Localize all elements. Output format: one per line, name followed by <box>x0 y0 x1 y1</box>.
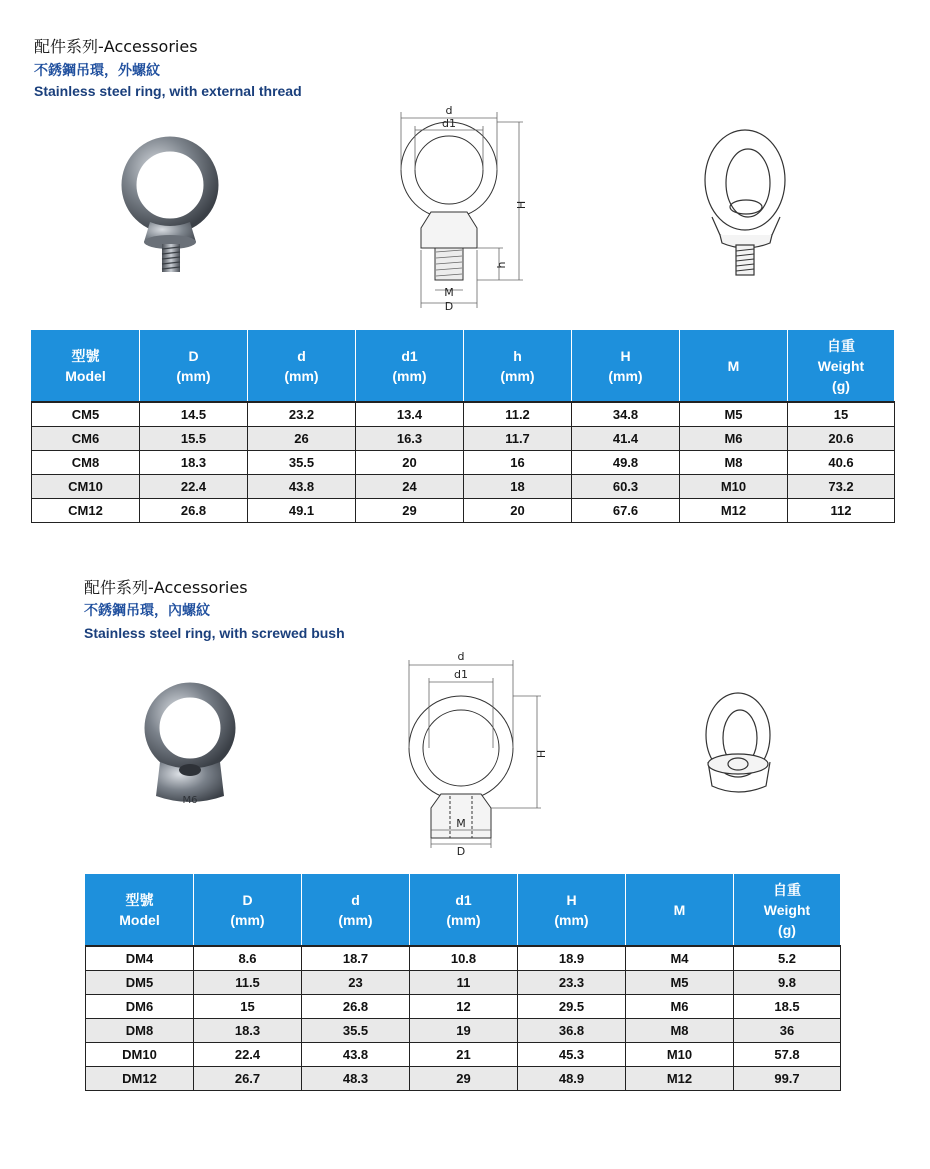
table-row <box>32 475 895 499</box>
table-cell: 99.7 <box>734 1067 841 1091</box>
dim-label-M: M <box>444 286 454 299</box>
table-cell: 9.8 <box>734 971 841 995</box>
column-header-line: (mm) <box>392 367 427 384</box>
table-row <box>86 971 841 995</box>
eye-nut-photo <box>120 680 260 815</box>
table-cell: 18.5 <box>734 995 841 1019</box>
column-header-line: (mm) <box>176 367 211 384</box>
table-cell: 23.2 <box>248 402 356 427</box>
column-header-line: d1 <box>455 891 472 908</box>
column-header <box>464 330 572 402</box>
table-cell: 43.8 <box>248 475 356 499</box>
table-cell: 43.8 <box>302 1043 410 1067</box>
column-header-line: (mm) <box>230 911 265 928</box>
table-cell: CM8 <box>32 451 140 475</box>
table-cell: DM10 <box>86 1043 194 1067</box>
column-header-line: d1 <box>401 347 418 364</box>
table-cell: 35.5 <box>248 451 356 475</box>
table-cell: 26.7 <box>194 1067 302 1091</box>
table-cell: 60.3 <box>572 475 680 499</box>
dim-label-D: D <box>444 300 454 313</box>
table-cell: 26.8 <box>140 499 248 523</box>
table-cell: M6 <box>680 427 788 451</box>
table-row <box>32 402 895 427</box>
column-header-line: Model <box>65 367 106 384</box>
dim-label-h: h <box>495 261 508 269</box>
eye-bolt-dimension-diagram <box>395 100 545 315</box>
table-cell: DM12 <box>86 1067 194 1091</box>
table-cell: 20 <box>356 451 464 475</box>
eye-nut-dimension-diagram <box>395 648 555 858</box>
table-cell: CM6 <box>32 427 140 451</box>
table-row <box>86 1043 841 1067</box>
column-header-line: (mm) <box>500 367 535 384</box>
table-row <box>32 451 895 475</box>
table-cell: 21 <box>410 1043 518 1067</box>
table-cell: 15 <box>788 402 895 427</box>
table-cell: DM5 <box>86 971 194 995</box>
column-header <box>626 874 734 946</box>
table-cell: 26 <box>248 427 356 451</box>
dim-label-d: d <box>457 650 465 663</box>
table-cell: M5 <box>626 971 734 995</box>
column-header-line: (mm) <box>554 911 589 928</box>
table-row <box>86 946 841 971</box>
column-header-line: 自重 <box>827 337 855 354</box>
table-cell: 11.7 <box>464 427 572 451</box>
table-cell: DM8 <box>86 1019 194 1043</box>
table-cell: 57.8 <box>734 1043 841 1067</box>
table-cell: 49.1 <box>248 499 356 523</box>
column-header-line: d <box>351 891 360 908</box>
table-cell: M5 <box>680 402 788 427</box>
column-header-line: h <box>513 347 522 364</box>
table-cell: M12 <box>626 1067 734 1091</box>
dim-label-d1: d1 <box>442 117 456 130</box>
column-header-line: (mm) <box>608 367 643 384</box>
dim-label-M: M <box>456 817 466 830</box>
eye-bolt-3d-drawing <box>690 125 800 290</box>
spec-table-screwed-bush <box>85 874 841 1091</box>
table-cell: 36 <box>734 1019 841 1043</box>
table-cell: 22.4 <box>140 475 248 499</box>
table-cell: M8 <box>680 451 788 475</box>
column-header-line: (mm) <box>446 911 481 928</box>
section-subtitle-en: Stainless steel ring, with screwed bush <box>84 625 345 641</box>
column-header <box>86 874 194 946</box>
column-header-line: Weight <box>763 901 811 918</box>
column-header-line: 自重 <box>773 881 801 898</box>
table-cell: 34.8 <box>572 402 680 427</box>
table-cell: 16.3 <box>356 427 464 451</box>
column-header-line: (g) <box>832 377 850 394</box>
table-cell: 48.9 <box>518 1067 626 1091</box>
column-header <box>734 874 841 946</box>
table-cell: 13.4 <box>356 402 464 427</box>
table-row <box>32 427 895 451</box>
table-cell: M8 <box>626 1019 734 1043</box>
table-cell: 35.5 <box>302 1019 410 1043</box>
spec-table-external-thread <box>31 330 895 523</box>
table-cell: 26.8 <box>302 995 410 1019</box>
table-cell: 20 <box>464 499 572 523</box>
table-cell: 11.5 <box>194 971 302 995</box>
column-header-line: D <box>242 891 253 908</box>
section-title: 配件系列-Accessories <box>34 37 198 56</box>
section-subtitle-en: Stainless steel ring, with external thread <box>34 83 302 99</box>
dim-label-d1: d1 <box>454 668 468 681</box>
table-cell: M10 <box>680 475 788 499</box>
table-cell: CM5 <box>32 402 140 427</box>
column-header <box>572 330 680 402</box>
table-cell: 5.2 <box>734 946 841 971</box>
column-header <box>302 874 410 946</box>
column-header <box>140 330 248 402</box>
table-cell: 49.8 <box>572 451 680 475</box>
column-header <box>356 330 464 402</box>
table-cell: 23.3 <box>518 971 626 995</box>
table-cell: M12 <box>680 499 788 523</box>
column-header-line: d <box>297 347 306 364</box>
table-cell: 18 <box>464 475 572 499</box>
column-header-line: M <box>727 357 740 374</box>
table-cell: 20.6 <box>788 427 895 451</box>
column-header <box>410 874 518 946</box>
column-header <box>518 874 626 946</box>
dim-label-D: D <box>456 845 466 858</box>
table-cell: 18.7 <box>302 946 410 971</box>
table-cell: M10 <box>626 1043 734 1067</box>
table-cell: DM4 <box>86 946 194 971</box>
section-subtitle-cn: 不銹鋼吊環，內螺紋 <box>84 603 210 619</box>
table-cell: 67.6 <box>572 499 680 523</box>
table-cell: 29 <box>356 499 464 523</box>
column-header <box>248 330 356 402</box>
table-cell: 40.6 <box>788 451 895 475</box>
table-cell: 15.5 <box>140 427 248 451</box>
table-cell: 14.5 <box>140 402 248 427</box>
table-row <box>86 995 841 1019</box>
column-header-line: (mm) <box>338 911 373 928</box>
table-cell: 45.3 <box>518 1043 626 1067</box>
table-cell: 12 <box>410 995 518 1019</box>
column-header-line: (mm) <box>284 367 319 384</box>
table-cell: M6 <box>626 995 734 1019</box>
table-row <box>86 1019 841 1043</box>
section-subtitle-cn: 不銹鋼吊環，外螺紋 <box>34 63 160 79</box>
column-header-line: H <box>566 891 577 908</box>
table-cell: 24 <box>356 475 464 499</box>
table-cell: 16 <box>464 451 572 475</box>
photo-marking: M6 <box>182 795 198 806</box>
table-cell: 15 <box>194 995 302 1019</box>
table-cell: 18.9 <box>518 946 626 971</box>
column-header-line: 型號 <box>125 891 154 908</box>
table-cell: DM6 <box>86 995 194 1019</box>
table-cell: 22.4 <box>194 1043 302 1067</box>
column-header <box>194 874 302 946</box>
dim-label-H: H <box>515 200 528 210</box>
table-row <box>86 1067 841 1091</box>
table-cell: 8.6 <box>194 946 302 971</box>
eye-bolt-photo <box>100 130 240 280</box>
table-cell: 19 <box>410 1019 518 1043</box>
dim-label-H: H <box>535 749 548 759</box>
table-cell: CM12 <box>32 499 140 523</box>
column-header <box>32 330 140 402</box>
table-cell: 23 <box>302 971 410 995</box>
table-cell: CM10 <box>32 475 140 499</box>
column-header-line: (g) <box>778 921 796 938</box>
table-row <box>32 499 895 523</box>
column-header-line: 型號 <box>71 347 100 364</box>
eye-nut-3d-drawing <box>690 690 790 810</box>
table-cell: 29 <box>410 1067 518 1091</box>
table-cell: 18.3 <box>140 451 248 475</box>
table-cell: 11 <box>410 971 518 995</box>
table-cell: 10.8 <box>410 946 518 971</box>
table-cell: 29.5 <box>518 995 626 1019</box>
table-cell: 36.8 <box>518 1019 626 1043</box>
table-cell: 41.4 <box>572 427 680 451</box>
column-header-line: Weight <box>817 357 865 374</box>
table-cell: M4 <box>626 946 734 971</box>
table-cell: 73.2 <box>788 475 895 499</box>
table-cell: 18.3 <box>194 1019 302 1043</box>
column-header-line: M <box>673 901 686 918</box>
section-title: 配件系列-Accessories <box>84 578 248 597</box>
column-header-line: Model <box>119 911 160 928</box>
dim-label-d: d <box>445 104 453 117</box>
column-header <box>788 330 895 402</box>
column-header-line: D <box>188 347 199 364</box>
column-header-line: H <box>620 347 631 364</box>
table-cell: 48.3 <box>302 1067 410 1091</box>
column-header <box>680 330 788 402</box>
table-cell: 112 <box>788 499 895 523</box>
table-cell: 11.2 <box>464 402 572 427</box>
